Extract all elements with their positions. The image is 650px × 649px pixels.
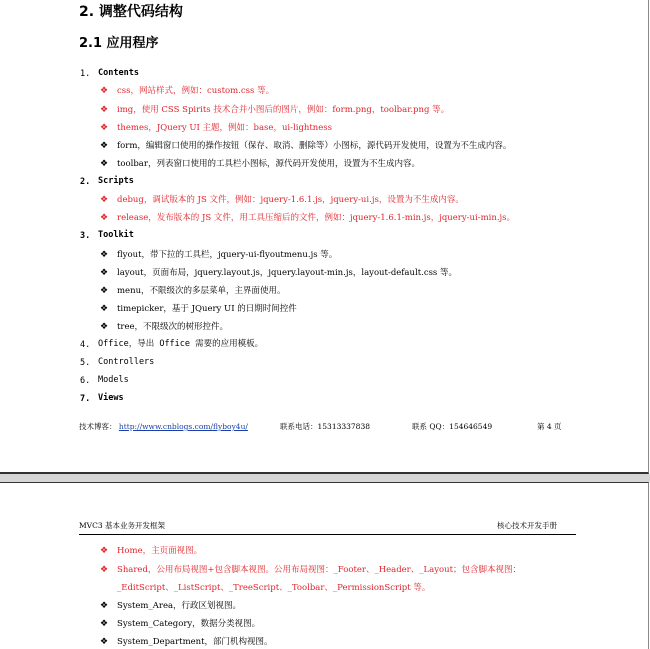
bullet-diamond-icon: ❖ [100,250,109,260]
section-heading: 2. 调整代码结构 [79,4,183,20]
bullet-text: flyout，带下拉的工具栏，jquery-ui-flyoutmenu.js 等。 [117,250,338,260]
item-number: 3. [80,231,91,241]
footer-blog [79,421,248,432]
page-header-right: 核心技术开发手册 [497,521,557,530]
bullet-text: release，发布版本的 JS 文件，用工具压缩后的文件，例如：jquery-1.6.1-min.js，jquery-ui-min.js。 [117,213,516,223]
bullet-text: img，使用 CSS Spirits 技术合并小图后的图片，例如：form.png，toolbar.png 等。 [117,105,450,115]
document-page-5 [0,482,649,649]
bullet-text: System_Department，部门机构视图。 [117,637,273,647]
item-number: 7. [80,394,91,404]
bullet-diamond-icon: ❖ [100,86,109,96]
item-text: Models [98,375,129,385]
bullet-diamond-icon: ❖ [100,105,109,115]
bullet-diamond-icon: ❖ [100,286,109,296]
bullet-diamond-icon: ❖ [100,565,109,575]
item-text: Views [98,393,124,403]
bullet-text: layout，页面布局，jquery.layout.js，jquery.layout-min.js，layout-default.css 等。 [117,268,458,278]
bullet-text: Shared，公用布局视图+包含脚本视图。公用布局视图：_Footer、_Header、_Layout；包含脚本视图： [117,565,522,575]
bullet-diamond-icon: ❖ [100,195,109,205]
item-number: 5. [80,358,91,368]
bullet-text: themes，JQuery UI 主题，例如：base，ui-lightness [117,123,333,133]
bullet-text: timepicker，基于 JQuery UI 的日期时间控件 [117,304,297,314]
page-header-left: MVC3 基本业务开发框架 [79,521,165,530]
footer-page-number: 第 4 页 [537,422,562,431]
item-number: 6. [80,376,91,386]
bullet-diamond-icon: ❖ [100,213,109,223]
bullet-text: System_Area，行政区划视图。 [117,601,242,611]
item-text: Scripts [98,176,134,186]
blog-link[interactable]: http://www.cnblogs.com/flyboy4u/ [118,422,248,431]
bullet-text: debug，调试版本的 JS 文件，例如：jquery-1.6.1.js，jquery-ui.js，设置为不生成内容。 [117,195,464,205]
header-rule [79,534,576,535]
bullet-text: Home，主页面视图。 [117,546,203,556]
bullet-diamond-icon: ❖ [100,123,109,133]
item-text: Toolkit [98,230,134,240]
item-number: 2. [80,177,91,187]
bullet-diamond-icon: ❖ [100,268,109,278]
bullet-diamond-icon: ❖ [100,637,109,647]
bullet-text: css，网站样式，例如：custom.css 等。 [117,86,275,96]
bullet-text: menu，不限级次的多层菜单，主界面使用。 [117,286,286,296]
bullet-text-continued: _EditScript、_ListScript、_TreeScript、_Toolbar、_PermissionScript 等。 [117,583,431,593]
bullet-text: toolbar，列表窗口使用的工具栏小图标，源代码开发使用，设置为不生成内容。 [117,159,420,169]
item-text: Contents [98,68,139,78]
bullet-text: form，编辑窗口使用的操作按钮（保存、取消、删除等）小图标，源代码开发使用，设置为不生成内容。 [117,141,512,151]
footer-qq: 联系 QQ：154646549 [412,422,493,431]
bullet-diamond-icon: ❖ [100,141,109,151]
footer-blog-label: 技术博客： [79,422,117,431]
subsection-heading: 2.1 应用程序 [79,36,159,51]
footer-phone: 联系电话：15313337838 [280,422,370,431]
bullet-text: tree，不限级次的树形控件。 [117,322,229,332]
bullet-diamond-icon: ❖ [100,619,109,629]
bullet-text: System_Category，数据分类视图。 [117,619,261,629]
item-text: Office，导出 Office 需要的应用模板。 [98,339,264,349]
item-number: 4. [80,340,91,350]
bullet-diamond-icon: ❖ [100,546,109,556]
page-gap [0,474,650,482]
bullet-diamond-icon: ❖ [100,304,109,314]
item-text: Controllers [98,357,155,367]
bullet-diamond-icon: ❖ [100,601,109,611]
bullet-diamond-icon: ❖ [100,159,109,169]
bullet-diamond-icon: ❖ [100,322,109,332]
item-number: 1. [80,69,91,79]
